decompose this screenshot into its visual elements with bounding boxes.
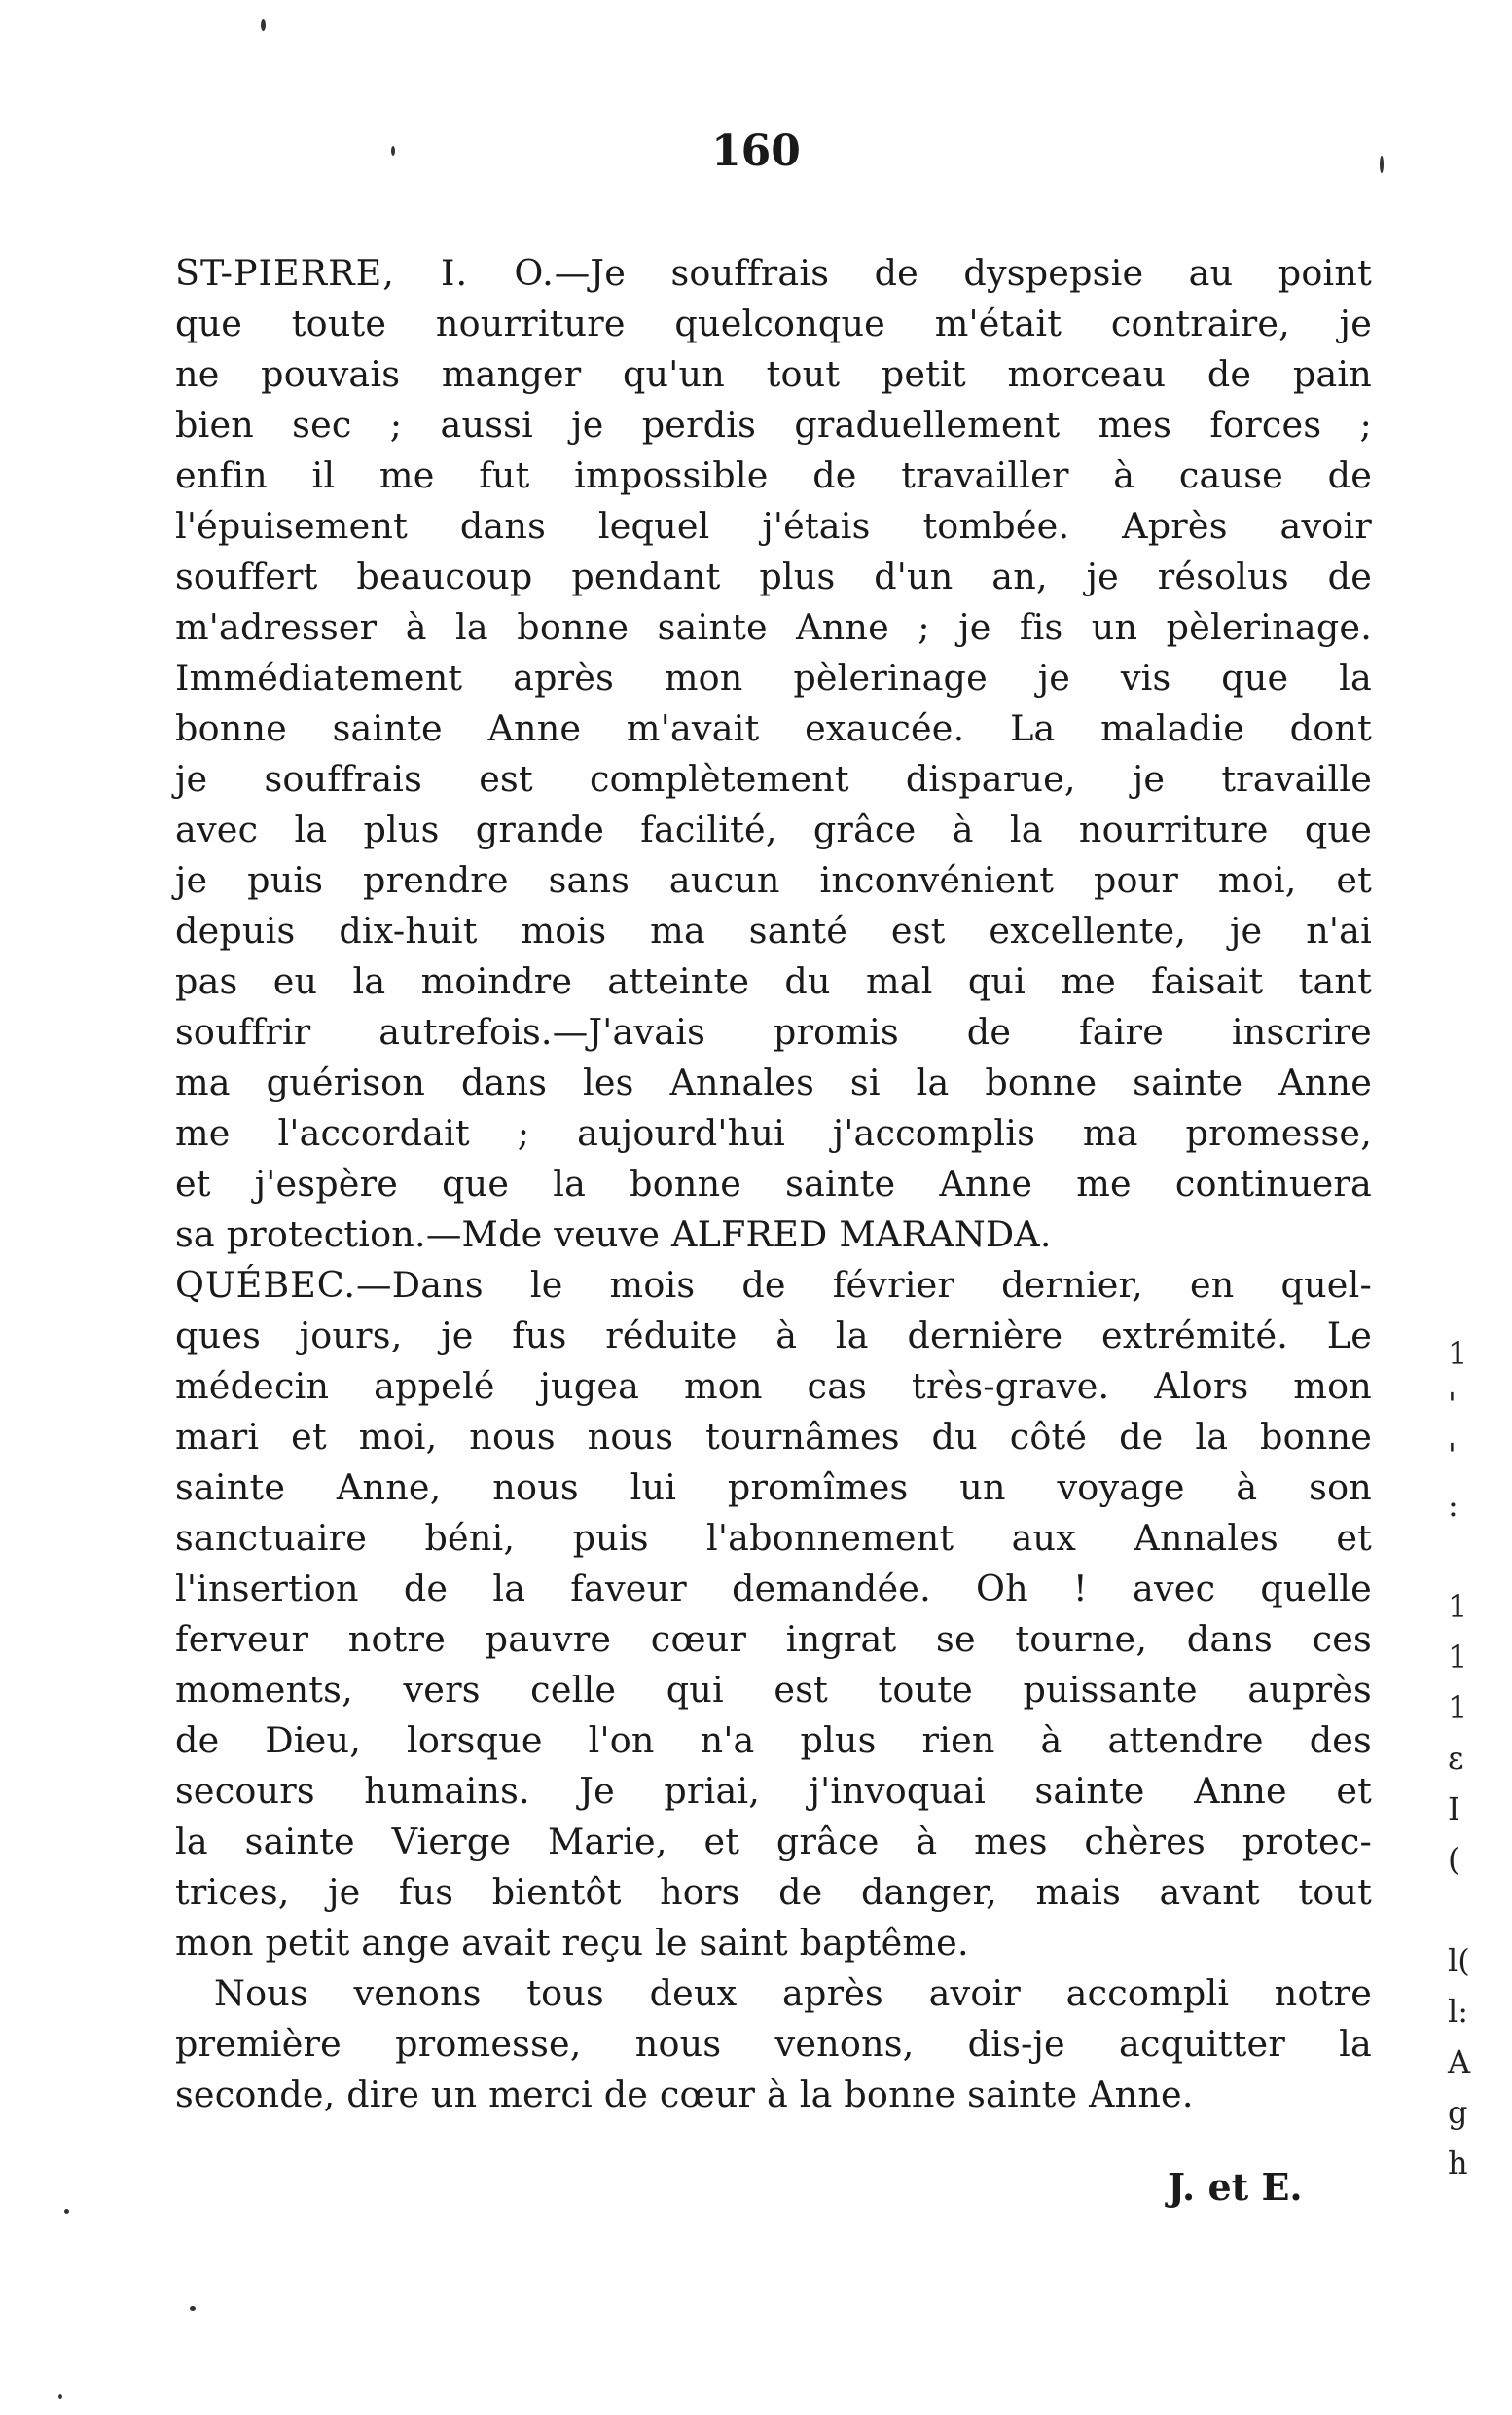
- text-line-content: de Dieu, lorsque l'on n'a plus rien à attendre des: [175, 1719, 1372, 1761]
- text-line-content: ma guérison dans les Annales si la bonne sainte Anne: [175, 1062, 1372, 1103]
- text-line-content: première promesse, nous venons, dis-je acquitter la: [175, 2023, 1372, 2065]
- text-line: [175, 400, 1372, 451]
- text-line: [175, 1614, 1372, 1665]
- margin-mark: h: [1448, 2145, 1468, 2181]
- text-line: [175, 1007, 1372, 1058]
- text-line-content: souffert beaucoup pendant plus d'un an, je résolus de: [175, 556, 1372, 597]
- text-line-content: sa protection.—Mde veuve ALFRED MARANDA.: [175, 1213, 1052, 1255]
- text-line-content: ques jours, je fus réduite à la dernière extrémité. Le: [175, 1315, 1372, 1356]
- text-line: [175, 653, 1372, 703]
- text-line: [175, 299, 1372, 349]
- margin-mark: I: [1448, 1790, 1460, 1827]
- text-line: [175, 1867, 1372, 1918]
- scan-speck: [58, 2394, 62, 2399]
- text-line: [175, 349, 1372, 400]
- margin-mark: l(: [1448, 1942, 1470, 1979]
- text-line-content: —Dans le mois de février dernier, en quel-: [356, 1264, 1372, 1306]
- text-line-content: bonne sainte Anne m'avait exaucée. La maladie dont: [175, 707, 1372, 749]
- text-line: [175, 451, 1372, 501]
- text-line: [175, 754, 1372, 805]
- text-line: [175, 956, 1372, 1007]
- text-line-content: je souffrais est complètement disparue, je travaille: [175, 758, 1372, 800]
- margin-mark: ': [1448, 1436, 1457, 1473]
- text-line: [175, 1918, 1372, 1968]
- text-line-content: avec la plus grande facilité, grâce à la nourriture que: [175, 809, 1372, 850]
- margin-mark: :: [1448, 1487, 1458, 1524]
- text-line: [175, 2019, 1372, 2070]
- text-line-content: trices, je fus bientôt hors de danger, mais avant tout: [175, 1871, 1372, 1913]
- text-line-content: depuis dix-huit mois ma santé est excellente, je n'ai: [175, 910, 1372, 952]
- margin-mark: 1: [1448, 1335, 1468, 1372]
- text-line: [175, 805, 1372, 855]
- text-line: [175, 552, 1372, 602]
- text-line-content: sanctuaire béni, puis l'abonnement aux Annales et: [175, 1517, 1372, 1559]
- text-line: [175, 1968, 1372, 2019]
- margin-mark: 1: [1448, 1689, 1468, 1726]
- text-line-content: ne pouvais manger qu'un tout petit morceau de pain: [175, 353, 1372, 395]
- scan-speck: [391, 146, 395, 156]
- place-heading: QUÉBEC.: [175, 1264, 357, 1306]
- margin-mark: 1: [1448, 1639, 1468, 1676]
- text-line-content: secours humains. Je priai, j'invoquai sainte Anne et: [175, 1770, 1372, 1812]
- text-line: [175, 1311, 1372, 1361]
- text-line: [175, 602, 1372, 653]
- text-line-content: ferveur notre pauvre cœur ingrat se tourne, dans ces: [175, 1618, 1372, 1660]
- body-text: [175, 248, 1372, 2120]
- text-line: [175, 1462, 1372, 1513]
- text-line: [175, 1817, 1372, 1867]
- text-line-content: Nous venons tous deux après avoir accompli notre: [214, 1972, 1372, 2014]
- text-line: [175, 855, 1372, 906]
- scan-speck: [64, 2209, 69, 2214]
- scan-speck: [261, 19, 266, 31]
- margin-mark: (: [1448, 1841, 1460, 1878]
- margin-bleed-marks: [1448, 1328, 1487, 2188]
- text-line: [175, 1766, 1372, 1817]
- text-line-content: la sainte Vierge Marie, et grâce à mes chères protec-: [175, 1820, 1372, 1862]
- scan-speck: [190, 2306, 196, 2311]
- text-line-content: moments, vers celle qui est toute puissante auprès: [175, 1669, 1372, 1711]
- text-line-content: et j'espère que la bonne sainte Anne me continuera: [175, 1163, 1372, 1205]
- text-line-content: me l'accordait ; aujourd'hui j'accomplis ma promesse,: [175, 1112, 1372, 1154]
- text-line: [175, 1058, 1372, 1108]
- text-line-content: l'épuisement dans lequel j'étais tombée. Après avoir: [175, 505, 1372, 547]
- text-line: [175, 1108, 1372, 1159]
- page-number: 160: [711, 126, 801, 176]
- scan-speck: [1380, 156, 1384, 173]
- margin-mark: [1448, 1531, 1487, 1581]
- text-line: [175, 1412, 1372, 1462]
- text-line: [175, 2070, 1372, 2120]
- text-line: [175, 1513, 1372, 1564]
- text-line-content: seconde, dire un merci de cœur à la bonne sainte Anne.: [175, 2073, 1194, 2115]
- text-line: [175, 1361, 1372, 1412]
- text-line-content: mari et moi, nous nous tournâmes du côté de la bonne: [175, 1416, 1372, 1458]
- place-heading: ST-PIERRE, I. O.: [175, 252, 555, 294]
- text-line: [175, 1209, 1372, 1260]
- text-line: [175, 1715, 1372, 1766]
- text-line-content: —Je souffrais de dyspepsie au point: [554, 252, 1372, 294]
- text-line-content: mon petit ange avait reçu le saint baptême.: [175, 1922, 969, 1964]
- text-line-content: l'insertion de la faveur demandée. Oh ! avec quelle: [175, 1568, 1372, 1609]
- signature: J. et E.: [1168, 2165, 1303, 2209]
- text-line: [175, 703, 1372, 754]
- margin-mark: ': [1448, 1386, 1457, 1423]
- text-line: [175, 906, 1372, 956]
- margin-mark: [1448, 1885, 1487, 1935]
- text-line: [175, 1665, 1372, 1715]
- text-line: [175, 1564, 1372, 1614]
- text-line: [175, 248, 1372, 299]
- text-line-content: je puis prendre sans aucun inconvénient pour moi, et: [175, 859, 1372, 901]
- margin-mark: ε: [1448, 1740, 1464, 1777]
- text-line-content: que toute nourriture quelconque m'était contraire, je: [175, 303, 1372, 344]
- text-line: [175, 1260, 1372, 1311]
- margin-mark: 1: [1448, 1588, 1468, 1625]
- margin-mark: g: [1448, 2094, 1468, 2131]
- text-line-content: souffrir autrefois.—J'avais promis de faire inscrire: [175, 1011, 1372, 1053]
- text-line-content: médecin appelé jugea mon cas très-grave. Alors mon: [175, 1365, 1372, 1407]
- text-line-content: pas eu la moindre atteinte du mal qui me faisait tant: [175, 960, 1372, 1002]
- text-line-content: Immédiatement après mon pèlerinage je vis que la: [175, 657, 1372, 699]
- text-line-content: m'adresser à la bonne sainte Anne ; je fis un pèlerinage.: [175, 606, 1372, 648]
- text-line: [175, 501, 1372, 552]
- text-line: [175, 1159, 1372, 1209]
- margin-mark: A: [1448, 2043, 1471, 2080]
- text-line-content: enfin il me fut impossible de travailler à cause de: [175, 454, 1372, 496]
- margin-mark: l:: [1448, 1993, 1469, 2030]
- text-line-content: sainte Anne, nous lui promîmes un voyage à son: [175, 1466, 1372, 1508]
- text-line-content: bien sec ; aussi je perdis graduellement mes forces ;: [175, 404, 1372, 446]
